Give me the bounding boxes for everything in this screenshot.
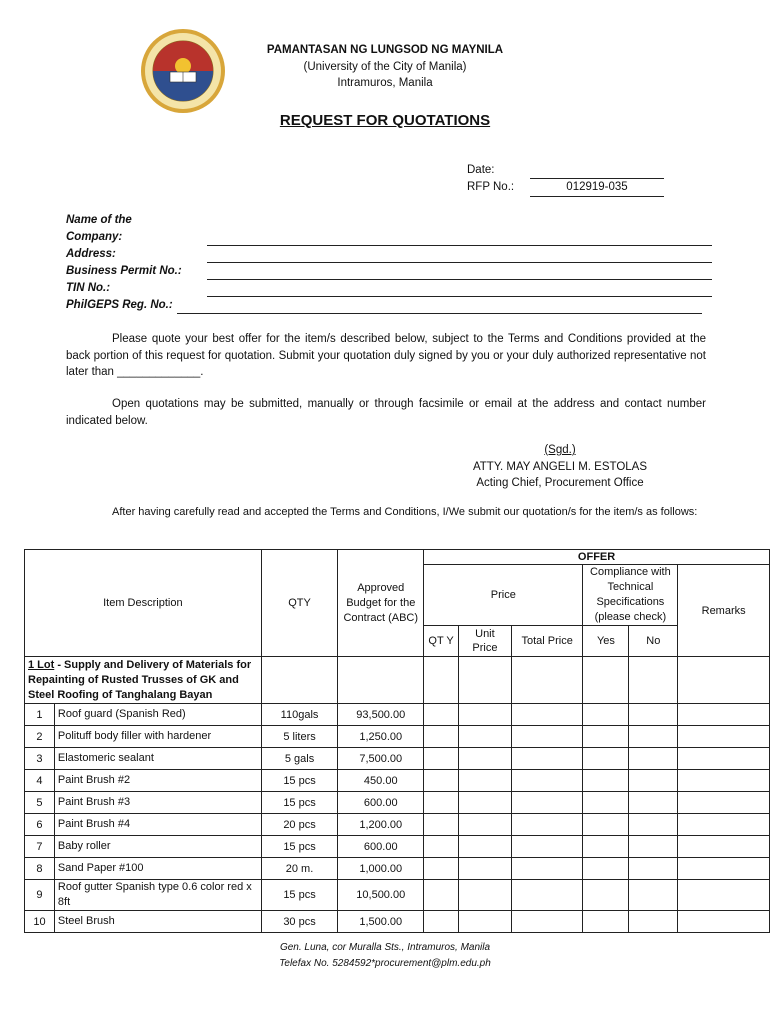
row-abc: 450.00 (338, 770, 424, 792)
total-price-cell[interactable] (511, 704, 583, 726)
unit-price-cell[interactable] (459, 880, 512, 911)
yes-cell[interactable] (583, 792, 629, 814)
no-cell[interactable] (629, 748, 678, 770)
row-description: Paint Brush #3 (54, 792, 261, 814)
no-cell[interactable] (629, 726, 678, 748)
header-item-description: Item Description (25, 550, 262, 657)
header-offer-qty: QT Y (424, 626, 459, 657)
offer-qty-cell[interactable] (424, 792, 459, 814)
row-abc: 1,000.00 (338, 858, 424, 880)
row-qty: 110gals (261, 704, 338, 726)
total-price-cell[interactable] (511, 880, 583, 911)
remarks-cell[interactable] (678, 880, 770, 911)
row-abc: 7,500.00 (338, 748, 424, 770)
lot-text: - Supply and Delivery of Materials for Repainting of Rusted Trusses of GK and Steel Roofing of Tanghalang Bayan (28, 658, 252, 701)
row-abc: 1,250.00 (338, 726, 424, 748)
row-qty: 5 gals (261, 748, 338, 770)
row-description: Paint Brush #4 (54, 814, 261, 836)
total-price-cell[interactable] (511, 858, 583, 880)
signatory-name: ATTY. MAY ANGELI M. ESTOLAS (472, 461, 648, 473)
yes-cell[interactable] (583, 911, 629, 933)
row-qty: 20 pcs (261, 814, 338, 836)
total-price-cell[interactable] (511, 726, 583, 748)
remarks-cell[interactable] (678, 858, 770, 880)
no-cell[interactable] (629, 836, 678, 858)
header-compliance: Compliance with Technical Specifications (please check) (583, 565, 678, 626)
business-permit-field[interactable] (207, 279, 712, 280)
row-qty: 30 pcs (261, 911, 338, 933)
lot-description (25, 657, 262, 704)
row-description: Baby roller (54, 836, 261, 858)
row-qty: 5 liters (261, 726, 338, 748)
no-cell[interactable] (629, 792, 678, 814)
remarks-cell[interactable] (678, 836, 770, 858)
remarks-cell[interactable] (678, 704, 770, 726)
company-name-label-2: Company: (66, 231, 123, 243)
yes-cell[interactable] (583, 880, 629, 911)
unit-price-cell[interactable] (459, 814, 512, 836)
no-cell[interactable] (629, 704, 678, 726)
rfp-number: 012919-035 (566, 181, 628, 193)
unit-price-cell[interactable] (459, 911, 512, 933)
total-price-cell[interactable] (511, 792, 583, 814)
table-row (25, 704, 770, 726)
header-yes: Yes (583, 626, 629, 657)
row-number: 3 (25, 748, 55, 770)
unit-price-cell[interactable] (459, 858, 512, 880)
date-label: Date: (467, 164, 495, 176)
header-abc: Approved Budget for the Contract (ABC) (338, 550, 424, 657)
no-cell[interactable] (629, 911, 678, 933)
table-row (25, 770, 770, 792)
header-offer: OFFER (424, 550, 770, 565)
remarks-cell[interactable] (678, 814, 770, 836)
row-number: 2 (25, 726, 55, 748)
row-description: Sand Paper #100 (54, 858, 261, 880)
total-price-cell[interactable] (511, 770, 583, 792)
acceptance-paragraph: After having carefully read and accepted the Terms and Conditions, I/We submit our quotation/s for the item/s as follows: (112, 506, 698, 518)
offer-qty-cell[interactable] (424, 858, 459, 880)
philgeps-field[interactable] (177, 313, 702, 314)
header-qty: QTY (261, 550, 338, 657)
yes-cell[interactable] (583, 770, 629, 792)
row-abc: 600.00 (338, 792, 424, 814)
address-label: Address: (66, 248, 116, 260)
tin-field[interactable] (207, 296, 712, 297)
unit-price-cell[interactable] (459, 770, 512, 792)
unit-price-cell[interactable] (459, 792, 512, 814)
row-description: Polituff body filler with hardener (54, 726, 261, 748)
header-no: No (629, 626, 678, 657)
row-qty: 20 m. (261, 858, 338, 880)
row-abc: 10,500.00 (338, 880, 424, 911)
row-qty: 15 pcs (261, 792, 338, 814)
signature-sgd: (Sgd.) (544, 444, 576, 456)
total-price-cell[interactable] (511, 814, 583, 836)
row-description: Paint Brush #2 (54, 770, 261, 792)
university-name-english: (University of the City of Manila) (303, 61, 467, 73)
table-row (25, 911, 770, 933)
total-price-cell[interactable] (511, 836, 583, 858)
table-row (25, 748, 770, 770)
row-qty: 15 pcs (261, 770, 338, 792)
submission-paragraph: Open quotations may be submitted, manually or through facsimile or email at the address and contact number indicated below. (66, 398, 706, 427)
philgeps-label: PhilGEPS Reg. No.: (66, 299, 173, 311)
yes-cell[interactable] (583, 858, 629, 880)
offer-qty-cell[interactable] (424, 911, 459, 933)
offer-qty-cell[interactable] (424, 836, 459, 858)
footer-address: Gen. Luna, cor Muralla Sts., Intramuros, Manila (279, 942, 491, 953)
unit-price-cell[interactable] (459, 836, 512, 858)
row-abc: 1,200.00 (338, 814, 424, 836)
remarks-cell[interactable] (678, 748, 770, 770)
table-row (25, 792, 770, 814)
offer-qty-cell[interactable] (424, 880, 459, 911)
address-field[interactable] (207, 262, 712, 263)
yes-cell[interactable] (583, 726, 629, 748)
university-name: PAMANTASAN NG LUNGSOD NG MAYNILA (266, 44, 504, 56)
total-price-cell[interactable] (511, 748, 583, 770)
instruction-paragraph: Please quote your best offer for the item/s described below, subject to the Terms and Conditions provided at the back portion of this request for quotation. Submit your quotation duly signed by you or your duly authorized representative not later than _____________. (66, 333, 706, 378)
row-description: Roof gutter Spanish type 0.6 color red x 8ft (54, 880, 261, 911)
header-unit-price: Unit Price (459, 626, 512, 657)
row-number: 5 (25, 792, 55, 814)
total-price-cell[interactable] (511, 911, 583, 933)
company-name-field[interactable] (207, 245, 712, 246)
row-abc: 93,500.00 (338, 704, 424, 726)
yes-cell[interactable] (583, 704, 629, 726)
row-number: 6 (25, 814, 55, 836)
row-number: 8 (25, 858, 55, 880)
header-total-price: Total Price (511, 626, 583, 657)
page-title: REQUEST FOR QUOTATIONS (279, 112, 491, 129)
unit-price-cell[interactable] (459, 748, 512, 770)
yes-cell[interactable] (583, 814, 629, 836)
row-number: 1 (25, 704, 55, 726)
offer-qty-cell[interactable] (424, 748, 459, 770)
remarks-cell[interactable] (678, 792, 770, 814)
no-cell[interactable] (629, 858, 678, 880)
offer-qty-cell[interactable] (424, 726, 459, 748)
header-price: Price (424, 565, 583, 626)
no-cell[interactable] (629, 770, 678, 792)
remarks-cell[interactable] (678, 911, 770, 933)
table-row (25, 836, 770, 858)
table-row (25, 880, 770, 911)
table-row (25, 858, 770, 880)
no-cell[interactable] (629, 814, 678, 836)
tin-label: TIN No.: (66, 282, 111, 294)
row-qty: 15 pcs (261, 880, 338, 911)
quotation-table (24, 549, 770, 933)
offer-qty-cell[interactable] (424, 704, 459, 726)
yes-cell[interactable] (583, 748, 629, 770)
row-qty: 15 pcs (261, 836, 338, 858)
company-name-label-1: Name of the (66, 214, 132, 226)
date-field[interactable] (530, 178, 664, 179)
row-abc: 1,500.00 (338, 911, 424, 933)
table-row (25, 726, 770, 748)
university-location: Intramuros, Manila (337, 77, 433, 89)
lot-prefix: 1 Lot (28, 658, 55, 671)
yes-cell[interactable] (583, 836, 629, 858)
table-row (25, 814, 770, 836)
signatory-position: Acting Chief, Procurement Office (476, 477, 644, 489)
row-number: 10 (25, 911, 55, 933)
offer-qty-cell[interactable] (424, 814, 459, 836)
header-remarks: Remarks (678, 565, 770, 657)
row-description: Elastomeric sealant (54, 748, 261, 770)
row-number: 7 (25, 836, 55, 858)
row-abc: 600.00 (338, 836, 424, 858)
business-permit-label: Business Permit No.: (66, 265, 182, 277)
rfp-underline (530, 196, 664, 197)
unit-price-cell[interactable] (459, 726, 512, 748)
row-number: 4 (25, 770, 55, 792)
offer-qty-cell[interactable] (424, 770, 459, 792)
row-number: 9 (25, 880, 55, 911)
no-cell[interactable] (629, 880, 678, 911)
row-description: Steel Brush (54, 911, 261, 933)
remarks-cell[interactable] (678, 770, 770, 792)
remarks-cell[interactable] (678, 726, 770, 748)
unit-price-cell[interactable] (459, 704, 512, 726)
footer-contact: Telefax No. 5284592*procurement@plm.edu.ph (279, 958, 491, 969)
row-description: Roof guard (Spanish Red) (54, 704, 261, 726)
rfp-label: RFP No.: (467, 181, 515, 193)
